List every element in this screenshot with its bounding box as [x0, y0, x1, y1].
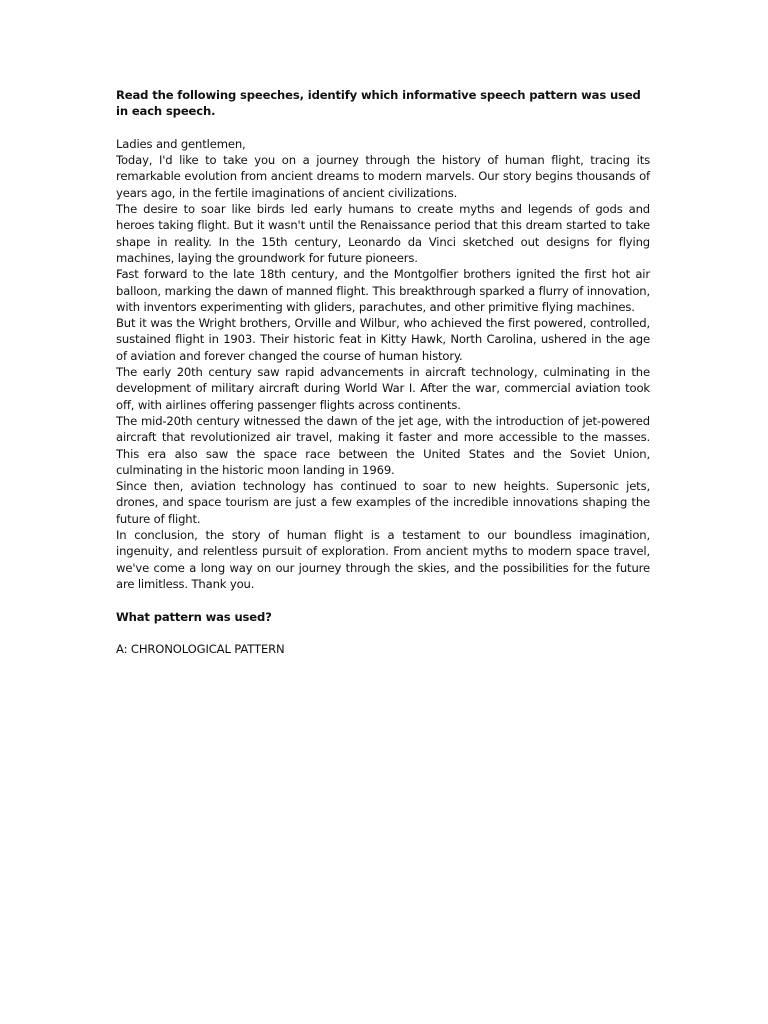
speech-salutation: Ladies and gentlemen,	[116, 136, 246, 151]
speech-paragraph: The early 20th century saw rapid advancements in aircraft technology, culminating in the development of military aircraft during World War I. After the war, commercial aviation took off, with airlines offering passenger flights across continents.	[116, 365, 650, 412]
spacer	[116, 120, 650, 136]
instruction-heading: Read the following speeches, identify which informative speech pattern was used in each speech.	[116, 88, 641, 119]
document-page	[116, 87, 650, 657]
answer-text: A: CHRONOLOGICAL PATTERN	[116, 642, 285, 657]
speech-paragraph: But it was the Wright brothers, Orville and Wilbur, who achieved the first powered, controlled, sustained flight in 1903. Their historic feat in Kitty Hawk, North Carolina, ushered in the age of aviation and forever changed the course of human history.	[116, 316, 650, 363]
speech-paragraph: In conclusion, the story of human flight is a testament to our boundless imagination, ingenuity, and relentless pursuit of exploration. From ancient myths to modern space travel, we've come a long way on our journey through the skies, and the possibilities for the future are limitless. Thank you.	[116, 528, 650, 591]
speech-paragraph: Since then, aviation technology has continued to soar to new heights. Supersonic jets, drones, and space tourism are just a few examples of the incredible innovations shaping the future of flight.	[116, 479, 650, 526]
speech-paragraph: The mid-20th century witnessed the dawn of the jet age, with the introduction of jet-powered aircraft that revolutionized air travel, making it faster and more accessible to the masses. This era also saw the space race between the United States and the Soviet Union, culminating in the historic moon landing in 1969.	[116, 413, 650, 477]
speech-paragraph: The desire to soar like birds led early humans to create myths and legends of gods and heroes taking flight. But it wasn't until the Renaissance period that this dream started to take shape in reality. In the 15th century, Leonardo da Vinci sketched out designs for flying machines, laying the groundwork for future pioneers.	[116, 202, 650, 265]
speech-paragraph: Fast forward to the late 18th century, and the Montgolfier brothers ignited the first hot air balloon, marking the dawn of manned flight. This breakthrough sparked a flurry of innovation, with inventors experimenting with gliders, parachutes, and other primitive flying machines.	[116, 267, 650, 314]
spacer	[116, 592, 650, 608]
speech-paragraph: Today, I'd like to take you on a journey through the history of human flight, tracing its remarkable evolution from ancient dreams to modern marvels. Our story begins thousands of years ago, in the fertile imaginations of ancient civilizations.	[116, 153, 650, 200]
question-heading: What pattern was used?	[116, 609, 272, 624]
spacer	[116, 625, 650, 641]
